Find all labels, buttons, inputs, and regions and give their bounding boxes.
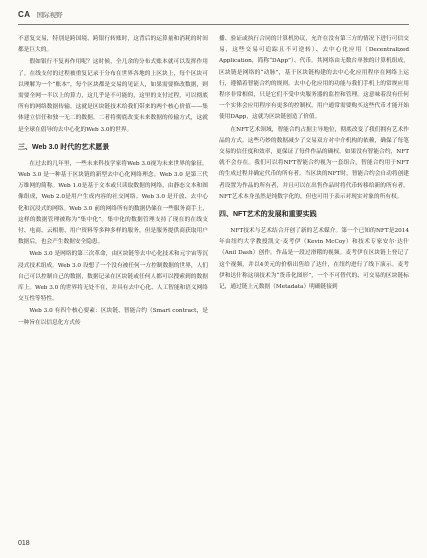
paragraph: 在NFT艺术领域，智能合约占据主导地位，彻底改变了我们拥有艺术作品的方式。这些巧妙的数据减少了交易双方对中介机构的依赖，确保了每笔交易的信任度和效率，更保证了每件作品的确权。如果没有智能合约，NFT就不会存在。我们可以将NFT智能合约视为一套组合，智能合约用于NFT的生成过程并确定代币的所有者。当区块的NFT时，智能合约会自动将创建者设置为作品的所有者，并且可以在出售作品时将代币转移给新的所有者。NFT艺术本身虽然是纯数字化的，但也可用于表示对现实对象的所有权。 (219, 126, 409, 200)
paragraph: 在过去的几年里，一些未来科技学家将Web 3.0视为未来世界的象征。Web 3.0 是一种基于区块链的新型去中心化网络理念。Web 3.0 是第三代万维网的简称。Web 1.0是基于文本或只读取数据的网络，由静态文本和图像组成，Web 2.0是用户生成内容的社交网络。Web 3.0 是开放、去中心化和沉浸式的网络。Web 3.0 前的网络所有的数据仍储在一些服务商手上，这样的数据管理被称为“集中化”。集中化的数据管理支持了现在的在线支付、电商、云相册、用户资料等多种多样的服务，但是服务提供商获取用户数据后，也会产生数据安全隐患。 (18, 160, 208, 246)
section-heading: 三、Web 3.0 时代的艺术愿景 (18, 143, 110, 151)
right-column (219, 34, 409, 534)
paragraph: Web 3.0 有四个核心要素：区块链、智能合约（Smart contract，是一种旨在以信息化方式传 (18, 308, 208, 326)
magazine-logo: CA (18, 10, 31, 19)
paragraph: 假如银行不复再作用呢？这时候，全几余的分布式账本就可以发挥作用了。在线支付的过程被重复记录于分布在世界各地的上区块上，每个区块可以理解为一个“账本”，每个区块都是交易的见证人，如果需要修改数据，则需要全网一半以上的算力，这几乎是不可能的，这里的支付过程，可以彻底所有的网络数据传输。这就是区块链技术给我们带来的两个核心价值——集体建立信任和独一无二的数据。二者将彻底改变未来数据的传输方式，这就是全球在倡导的去中心化的Web 3.0的世界。 (18, 59, 208, 133)
left-column (18, 34, 208, 534)
paragraph: Web 3.0 是网络的第三次革命，由区块链等去中心化技术和元宇宙等沉浸式技术组成。Web 3.0 设想了一个没有被任何一方控制数据的世界，人们自己可以控制自己的数据，数据记录在区块链或任何人都可以搜索到的数据库上。Web 3.0 的世界将无处不在，并具有去中心化、人工智能和语义网络交互性等特性。 (18, 251, 208, 303)
paragraph: 不意复交易，特别是跨国境、跨银行转账时，这背后的运算量和消耗的时间都是巨大的。 (18, 36, 208, 54)
section-label: 国际视野 (36, 12, 63, 19)
page-header (18, 10, 63, 19)
page-number: 018 (18, 540, 30, 547)
paragraph: NFT技术与艺术结合开创了新的艺术媒介。第一个已知的NFT是2014年由纽约大学教授凯文·麦考伊（Kevin McCoy）和技术专家安尔·达什（Anil Dash）创作。作品是一段过滑稽的视频。麦考伊在区块链上登记了这个视频，并以4美元的价格出售给了达什，在纽约进行了线下演示。麦考伊和达什称这项技术为“货币化图形”，一个不可替代的、可交易的区块链标记，通过链上元数据（Metadata）明确链接到 (219, 228, 409, 291)
paragraph: 播、验证或执行合同的计算机协议，允许在没有第三方的情况下进行可信交易，这些交易可追踪且不可逆转）、去中心化应用（Decentralized Application，简称“DApp”）、代币。其网络由无数台单独的计算机组成，区块链是网络的“动脉”，基于区块链构建的去中心化应用程序在网络上运行，遵循着智能合约的规则。去中心化应用的功能与我们手机上的常规应用程序非常相似，只是它们不受中央服务器的监控和管理。这意味着没有任何一个实体会应用程序有更多的控制权，用户通常需要购买这些代币才能开始使用DApp，这就为区块链创造了价值。 (219, 36, 409, 121)
section-heading: 四、NFT艺术的发展和重要实践 (219, 211, 317, 219)
header-rule (18, 24, 409, 25)
